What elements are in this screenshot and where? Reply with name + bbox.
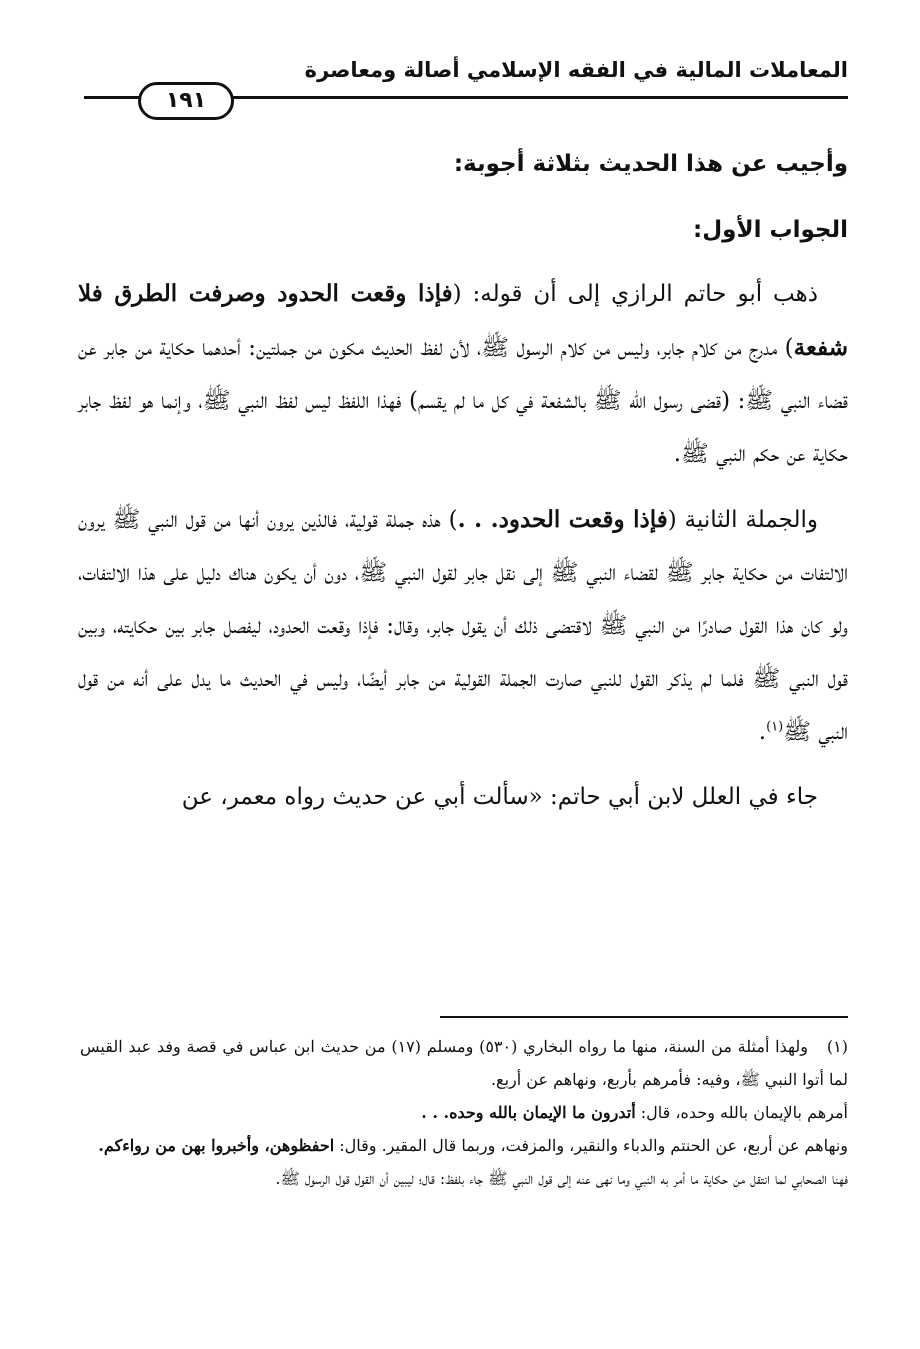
footnote-line-3 xyxy=(80,1129,848,1162)
footnote-reference[interactable]: (١) xyxy=(766,719,784,735)
footnote-line-3-start: ونهاهم عن أربع، عن الحنتم والدباء والنقير، والمزفت، وربما قال المقير. وقال: xyxy=(334,1136,848,1155)
footnote-line-2-quote: أتدرون ما الإيمان بالله وحده. . . xyxy=(421,1103,636,1122)
paragraph-2 xyxy=(78,493,848,759)
running-header-title: المعاملات المالية في الفقه الإسلامي أصالة ومعاصرة xyxy=(304,58,848,82)
paragraph-3: جاء في العلل لابن أبي حاتم: «سألت أبي عن حديث رواه معمر، عن xyxy=(181,784,818,810)
paragraph-1 xyxy=(78,267,848,481)
footnote-line-4: فهنا الصحابي لما انتقل من حكاية ما أمر به النبي وما نهى عنه إلى قول النبي ﷺ جاء بلفظ: قال؛ ليبين أن القول قول الرسول ﷺ. xyxy=(275,1169,848,1188)
paragraph-1-start: ذهب أبو حاتم الرازي إلى أن قوله: ( xyxy=(452,281,818,307)
footnote-line-2 xyxy=(80,1096,848,1129)
paragraph-2-rest: ) هذه جملة قولية، فالذين يرون أنها من قول النبي ﷺ يرون الالتفات من حكاية جابر ﷺ لقضاء النبي ﷺ إلى نقل جابر لقول النبي ﷺ، دون أن يكون هناك دليل على هذا الالتفات، ولو كان هذا القول صادرًا من النبي ﷺ لاقتضى ذلك أن يقول جابر، وقال: فإذا وقعت الحدود، ليفصل جابر بين حكايته، وبين قول النبي ﷺ فلما لم يذكر القول للنبي صارت الجملة القولية من جابر أيضًا، وليس في الحديث ما يدل على أنه من قول النبي ﷺ xyxy=(78,507,848,745)
main-text xyxy=(78,138,848,836)
footnote-line-2-start: أمرهم بالإيمان بالله وحده، قال: xyxy=(635,1103,848,1122)
paragraph-1-quote: فإذا وقعت الحدود وصرفت الطرق فلا شفعة xyxy=(78,280,848,361)
paragraph-2-quote: فإذا وقعت الحدود. . . xyxy=(457,506,668,533)
page-number: ١٩١ xyxy=(138,82,234,120)
footnote-line-3-quote: احفظوهن، وأخبروا بهن من رواءكم. xyxy=(98,1136,335,1155)
first-answer-heading: الجواب الأول: xyxy=(693,217,848,243)
footnote-rule xyxy=(440,1016,848,1018)
paragraph-2-start: والجملة الثانية ( xyxy=(667,507,818,533)
footnote-number: (١) xyxy=(826,1037,849,1056)
intro-heading: وأجيب عن هذا الحديث بثلاثة أجوبة: xyxy=(453,151,848,177)
footnote-line-1 xyxy=(80,1030,848,1096)
paragraph-1-rest: ) مدرج من كلام جابر، وليس من كلام الرسول ﷺ، لأن لفظ الحديث مكون من جملتين: أحدهما حكاية من جابر عن قضاء النبي ﷺ: (قضى رسول الله ﷺ بالشفعة في كل ما لم يقسم) فهذا اللفظ ليس لفظ النبي ﷺ، وإنما هو لفظ جابر حكاية عن حكم النبي ﷺ. xyxy=(78,335,848,467)
footnote-line-1-text: ولهذا أمثلة من السنة، منها ما رواه البخاري (٥٣٠) ومسلم (١٧) من حديث ابن عباس في قصة وفد عبد القيس لما أتوا النبي ﷺ، وفيه: فأمرهم بأربع، ونهاهم عن أربع. xyxy=(80,1037,848,1089)
paragraph-2-end: . xyxy=(758,719,767,745)
footnotes xyxy=(80,1030,848,1195)
